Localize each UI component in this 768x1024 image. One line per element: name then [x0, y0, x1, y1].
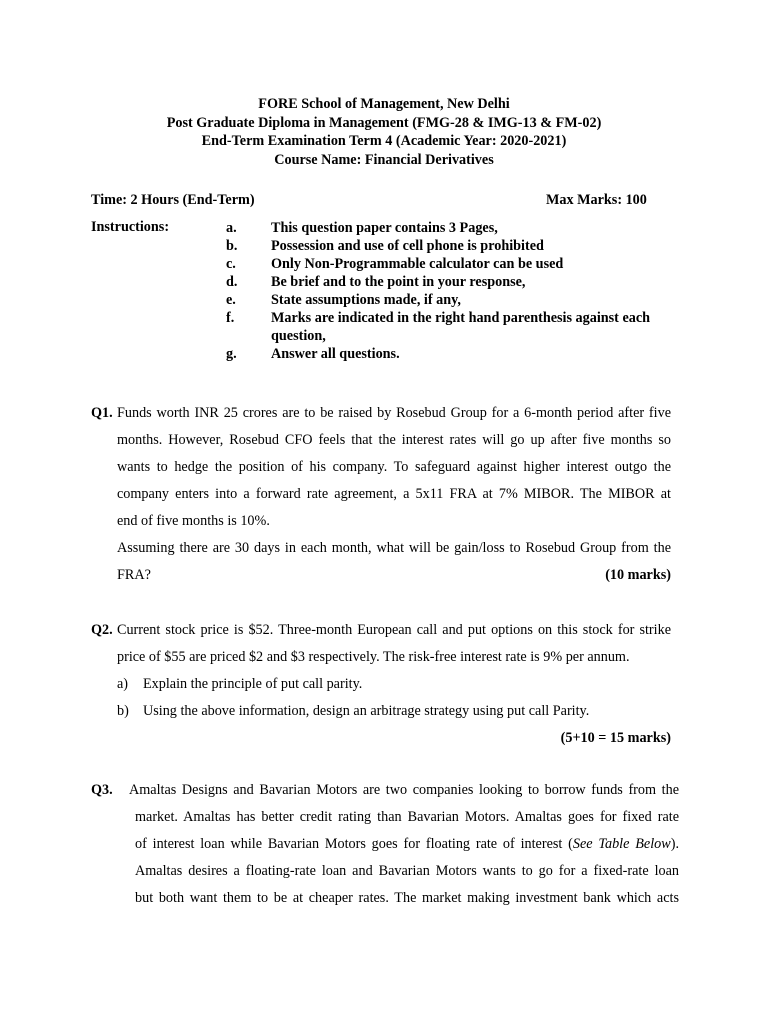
q1-line: end of five months is 10%.: [117, 513, 270, 529]
instruction-item: [226, 309, 666, 345]
q2-sub-letter: a): [117, 676, 129, 692]
q1-line: Assuming there are 30 days in each month, what will be gain/loss to Rosebud Group from the: [117, 540, 671, 556]
exam-term: End-Term Examination Term 4 (Academic Year: 2020-2021): [201, 133, 567, 150]
exam-header: [0, 95, 768, 170]
q2-sub-letter: b): [117, 703, 129, 719]
instruction-text: Marks are indicated in the right hand parenthesis against each question,: [271, 310, 651, 344]
q1-line: company enters into a forward rate agreement, a 5x11 FRA at 7% MIBOR. The MIBOR at: [117, 486, 671, 502]
instruction-item: [226, 345, 666, 363]
instruction-text: Be brief and to the point in your response,: [271, 274, 526, 290]
q2-subquestion: [117, 671, 671, 698]
instruction-text: Possession and use of cell phone is prohibited: [271, 238, 544, 254]
instruction-item: [226, 237, 666, 255]
course-name: Course Name: Financial Derivatives: [274, 152, 494, 169]
instruction-letter: c.: [226, 256, 236, 272]
q2-marks: (5+10 = 15 marks): [560, 730, 671, 746]
q1-last-line: [117, 562, 671, 589]
instruction-item: [226, 255, 666, 273]
q3-line: Amaltas Designs and Bavarian Motors are two companies looking to borrow funds from the: [129, 782, 679, 798]
q1-line: Funds worth INR 25 crores are to be raised by Rosebud Group for a 6-month period after five: [117, 405, 671, 421]
q3-line: but both want them to be at cheaper rates. The market making investment bank which acts: [135, 890, 679, 906]
exam-time: Time: 2 Hours (End-Term): [91, 192, 255, 208]
instruction-item: [226, 219, 666, 237]
instruction-text: Only Non-Programmable calculator can be used: [271, 256, 564, 272]
instruction-text: This question paper contains 3 Pages,: [271, 220, 498, 236]
q1-line: FRA?: [117, 567, 151, 583]
program-name: Post Graduate Diploma in Management (FMG-28 & IMG-13 & FM-02): [166, 114, 602, 131]
instruction-letter: f.: [226, 310, 235, 326]
q1-number: Q1.: [91, 405, 113, 421]
instructions-list: [226, 219, 666, 363]
q1-line: months. However, Rosebud CFO feels that the interest rates will go up after five months so: [117, 432, 671, 448]
q2-sub-text: Using the above information, design an arbitrage strategy using put call Parity.: [143, 703, 590, 719]
instruction-letter: g.: [226, 346, 237, 362]
instruction-text: Answer all questions.: [271, 346, 400, 362]
q1-marks: (10 marks): [605, 567, 671, 583]
q3-line: of interest loan while Bavarian Motors goes for floating rate of interest (: [135, 836, 573, 852]
q1-line: wants to hedge the position of his company. To safeguard against higher interest outgo the: [117, 459, 671, 475]
question-2: [117, 617, 671, 752]
q2-line: price of $55 are priced $2 and $3 respectively. The risk-free interest rate is 9% per annum.: [117, 649, 630, 665]
instructions-label: Instructions:: [91, 219, 170, 235]
q2-subquestion: [117, 698, 671, 725]
q2-line: Current stock price is $52. Three-month European call and put options on this stock for strike: [117, 622, 671, 638]
instruction-letter: e.: [226, 292, 236, 308]
q3-line-end: ).: [670, 836, 679, 852]
q2-sub-text: Explain the principle of put call parity.: [143, 676, 363, 692]
question-1: [117, 400, 671, 589]
q3-line: market. Amaltas has better credit rating than Bavarian Motors. Amaltas goes for fixed rate: [135, 809, 679, 825]
institution-name: FORE School of Management, New Delhi: [258, 96, 510, 112]
max-marks: Max Marks: 100: [546, 192, 647, 208]
q3-line: Amaltas desires a floating-rate loan and Bavarian Motors wants to go for a fixed-rate loan: [135, 863, 679, 879]
q3-number: Q3.: [91, 782, 113, 798]
instruction-item: [226, 273, 666, 291]
instruction-text: State assumptions made, if any,: [271, 292, 461, 308]
question-3: [129, 777, 679, 912]
see-table-reference: See Table Below: [572, 836, 671, 852]
instruction-letter: b.: [226, 238, 238, 254]
instruction-letter: a.: [226, 220, 237, 236]
q3-line-with-reference: [135, 831, 679, 858]
instruction-letter: d.: [226, 274, 238, 290]
q2-number: Q2.: [91, 622, 113, 638]
instruction-item: [226, 291, 666, 309]
